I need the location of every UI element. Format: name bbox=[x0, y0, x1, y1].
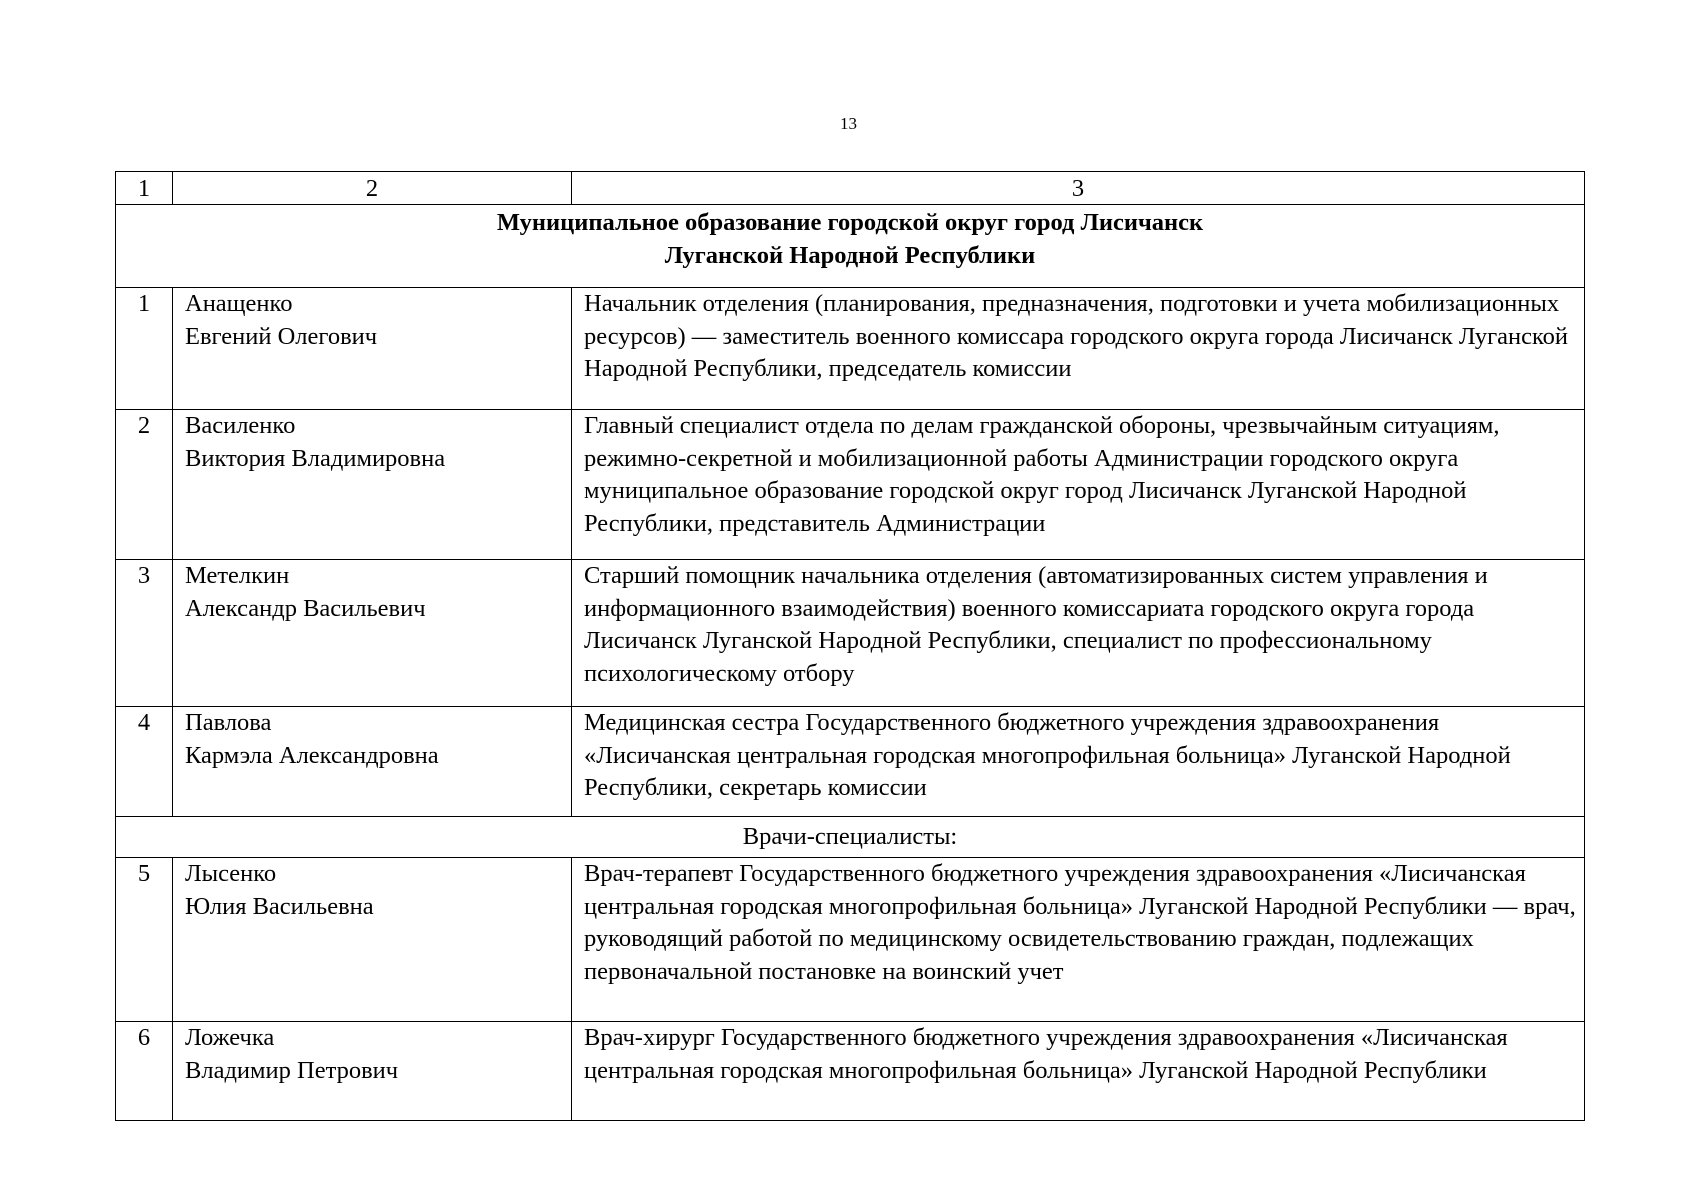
row-number: 3 bbox=[116, 560, 173, 707]
table-row bbox=[116, 410, 1585, 560]
section-title-line-1: Муниципальное образование городской округ город Лисичанск bbox=[496, 209, 1204, 236]
member-given-names: Александр Васильевич bbox=[185, 594, 426, 622]
member-given-names: Виктория Владимировна bbox=[185, 444, 446, 472]
row-number: 1 bbox=[116, 288, 173, 410]
member-given-names: Кармэла Александровна bbox=[185, 741, 439, 769]
member-surname: Метелкин bbox=[185, 562, 290, 589]
table-row bbox=[116, 858, 1585, 1022]
member-given-names: Евгений Олегович bbox=[185, 322, 378, 350]
column-header-1: 1 bbox=[116, 172, 173, 205]
column-header-row bbox=[116, 172, 1585, 205]
member-surname: Павлова bbox=[185, 709, 272, 736]
subsection-title-row bbox=[116, 817, 1585, 858]
table-row bbox=[116, 288, 1585, 410]
row-number: 5 bbox=[116, 858, 173, 1022]
subsection-title: Врачи-специалисты: bbox=[116, 817, 1585, 858]
member-name bbox=[173, 707, 572, 817]
member-name bbox=[173, 1022, 572, 1121]
row-number: 4 bbox=[116, 707, 173, 817]
member-position: Медицинская сестра Государственного бюджетного учреждения здравоохранения «Лисичанская центральная городская многопрофильная больница» Луганской Народной Республики, секретарь комиссии bbox=[572, 707, 1585, 817]
section-title-row bbox=[116, 205, 1585, 288]
member-surname: Анащенко bbox=[185, 290, 293, 317]
table-row bbox=[116, 1022, 1585, 1121]
member-name bbox=[173, 410, 572, 560]
member-position: Начальник отделения (планирования, предназначения, подготовки и учета мобилизационных ресурсов) — заместитель военного комиссара городского округа города Лисичанск Луганской Народной Республики, председатель комиссии bbox=[572, 288, 1585, 410]
member-surname: Лысенко bbox=[185, 860, 277, 887]
member-name bbox=[173, 288, 572, 410]
row-number: 2 bbox=[116, 410, 173, 560]
row-number: 6 bbox=[116, 1022, 173, 1121]
table-row bbox=[116, 560, 1585, 707]
member-position: Главный специалист отдела по делам гражданской обороны, чрезвычайным ситуациям, режимно-секретной и мобилизационной работы Администрации городского округа муниципальное образование городской округ город Лисичанск Луганской Народной Республики, представитель Администрации bbox=[572, 410, 1585, 560]
page-number: 13 bbox=[840, 114, 857, 133]
column-header-2: 2 bbox=[173, 172, 572, 205]
section-title-line-2: Луганской Народной Республики bbox=[664, 241, 1036, 269]
commission-table bbox=[115, 171, 1585, 1121]
table-row bbox=[116, 707, 1585, 817]
member-position: Врач-хирург Государственного бюджетного учреждения здравоохранения «Лисичанская центральная городская многопрофильная больница» Луганской Народной Республики bbox=[572, 1022, 1585, 1121]
member-surname: Василенко bbox=[185, 412, 296, 439]
member-name bbox=[173, 858, 572, 1022]
member-position: Врач-терапевт Государственного бюджетного учреждения здравоохранения «Лисичанская центральная городская многопрофильная больница» Луганской Народной Республики — врач, руководящий работой по медицинскому освидетельствованию граждан, подлежащих первоначальной постановке на воинский учет bbox=[572, 858, 1585, 1022]
member-given-names: Юлия Васильевна bbox=[185, 892, 374, 920]
member-surname: Ложечка bbox=[185, 1024, 275, 1051]
column-header-3: 3 bbox=[572, 172, 1585, 205]
member-position: Старший помощник начальника отделения (автоматизированных систем управления и информационного взаимодействия) военного комиссариата городского округа города Лисичанск Луганской Народной Республики, специалист по профессиональному психологическому отбору bbox=[572, 560, 1585, 707]
member-given-names: Владимир Петрович bbox=[185, 1056, 399, 1084]
member-name bbox=[173, 560, 572, 707]
section-title bbox=[116, 205, 1585, 288]
